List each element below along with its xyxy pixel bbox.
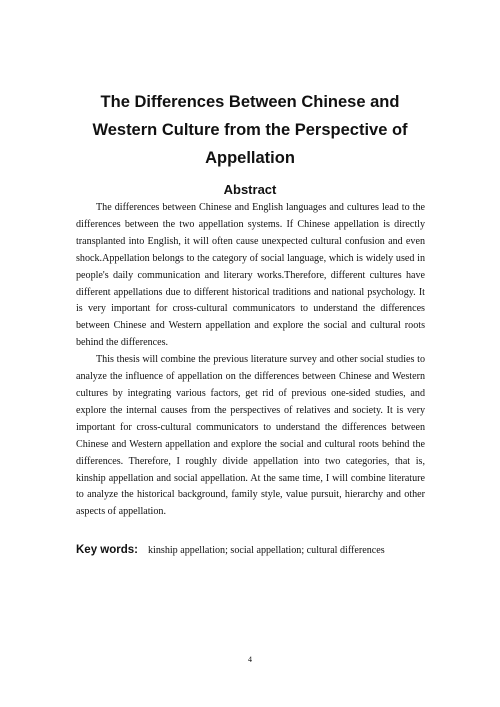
title-line: The Differences Between Chinese and — [100, 93, 400, 111]
abstract-paragraph: This thesis will combine the previous literature survey and other social studies to analyze the influence of appellation on the differences between Chinese and Western cultures by integrating various factors, get rid of previous one-sided studies, and explore the internal causes from the perspectives of relatives and society. It is very important for cross-cultural communicators to understand the differences between Chinese and Western appellation and explore the social and cultural roots behind the differences. Therefore, I roughly divide appellation into two categories, that is, kinship appellation and social appellation. At the same time, I will combine literature to analyze the historical background, family style, value pursuit, hierarchy and other aspects of appellation. — [76, 354, 425, 518]
abstract-heading: Abstract — [223, 182, 277, 197]
title-line: Western Culture from the Perspective of — [92, 121, 408, 139]
keywords-text: kinship appellation; social appellation; cultural differences — [148, 545, 385, 556]
abstract-paragraph: The differences between Chinese and English languages and cultures lead to the differences between the two appellation systems. If Chinese appellation is directly transplanted into English, it will often cause unexpected cultural confusion and even shock.Appellation belongs to the category of social language, which is widely used in people's daily communication and literary works.Therefore, different cultures have different appellations due to different historical traditions and national psychology. It is very important for cross-cultural communicators to understand the differences between Chinese and Western appellation and explore the social and cultural roots behind the differences. — [76, 202, 425, 349]
keywords-line — [76, 542, 436, 559]
paper-title — [60, 88, 440, 172]
abstract-body — [76, 200, 425, 521]
keywords-label: Key words: — [76, 544, 138, 556]
page-number: 4 — [248, 655, 252, 664]
title-line: Appellation — [205, 149, 295, 167]
